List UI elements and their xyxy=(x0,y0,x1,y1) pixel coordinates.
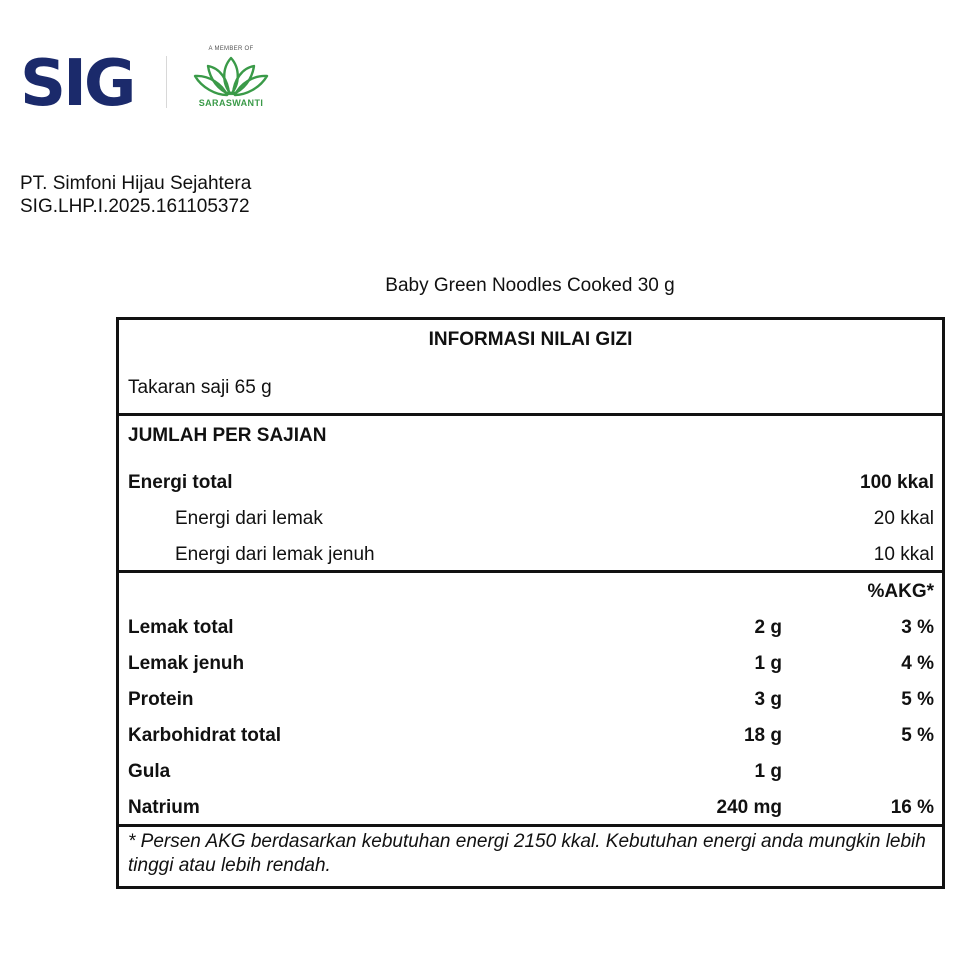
nutrient-label: Karbohidrat total xyxy=(128,725,282,746)
nutrient-amount: 2 g xyxy=(754,617,782,638)
member-of-text: A MEMBER OF xyxy=(208,46,254,52)
akg-heading: %AKG* xyxy=(867,581,934,602)
energy-label: Energi dari lemak xyxy=(175,508,323,529)
nutrient-label: Natrium xyxy=(128,797,200,818)
saraswanti-logo xyxy=(190,46,272,114)
energy-label: Energi dari lemak jenuh xyxy=(175,544,375,565)
sig-logo: SIG xyxy=(20,47,134,121)
nutrient-amount: 3 g xyxy=(754,689,782,710)
energy-value: 10 kkal xyxy=(873,544,934,565)
nutrient-amount: 18 g xyxy=(743,725,782,746)
panel-title: INFORMASI NILAI GIZI xyxy=(428,329,633,350)
nutrient-amount: 240 mg xyxy=(716,797,782,818)
nutrient-label: Lemak total xyxy=(128,617,234,638)
energy-label: Energi total xyxy=(128,472,233,493)
serving-size: Takaran saji 65 g xyxy=(128,377,272,398)
company-name: PT. Simfoni Hijau Sejahtera xyxy=(20,173,252,194)
logo-divider xyxy=(166,56,167,108)
nutrient-akg: 5 % xyxy=(901,725,934,746)
nutrient-label: Lemak jenuh xyxy=(128,653,245,674)
energy-value: 100 kkal xyxy=(860,472,934,493)
nutrient-akg: 4 % xyxy=(901,653,934,674)
report-id: SIG.LHP.I.2025.161105372 xyxy=(20,196,250,217)
product-title-row xyxy=(0,274,954,297)
akg-footnote: * Persen AKG berdasarkan kebutuhan energi 2150 kkal. Kebutuhan energi anda mungkin lebih tinggi atau lebih rendah. xyxy=(128,831,926,876)
energy-value: 20 kkal xyxy=(873,508,934,529)
product-title: Baby Green Noodles Cooked 30 g xyxy=(385,275,675,296)
nutrient-akg: 16 % xyxy=(890,797,934,818)
nutrient-amount: 1 g xyxy=(754,653,782,674)
company-block xyxy=(20,172,251,218)
divider-footnote xyxy=(119,824,942,827)
nutrient-akg: 3 % xyxy=(901,617,934,638)
nutrient-label: Gula xyxy=(128,761,171,782)
divider-energy xyxy=(119,570,942,573)
nutrient-label: Protein xyxy=(128,689,194,710)
nutrient-akg: 5 % xyxy=(901,689,934,710)
divider-serving xyxy=(119,413,942,416)
saraswanti-name: SARASWANTI xyxy=(198,98,264,108)
nutrition-facts-panel xyxy=(116,317,945,889)
per-serving-heading: JUMLAH PER SAJIAN xyxy=(128,425,327,446)
leaf-icon xyxy=(192,54,270,98)
nutrient-amount: 1 g xyxy=(754,761,782,782)
